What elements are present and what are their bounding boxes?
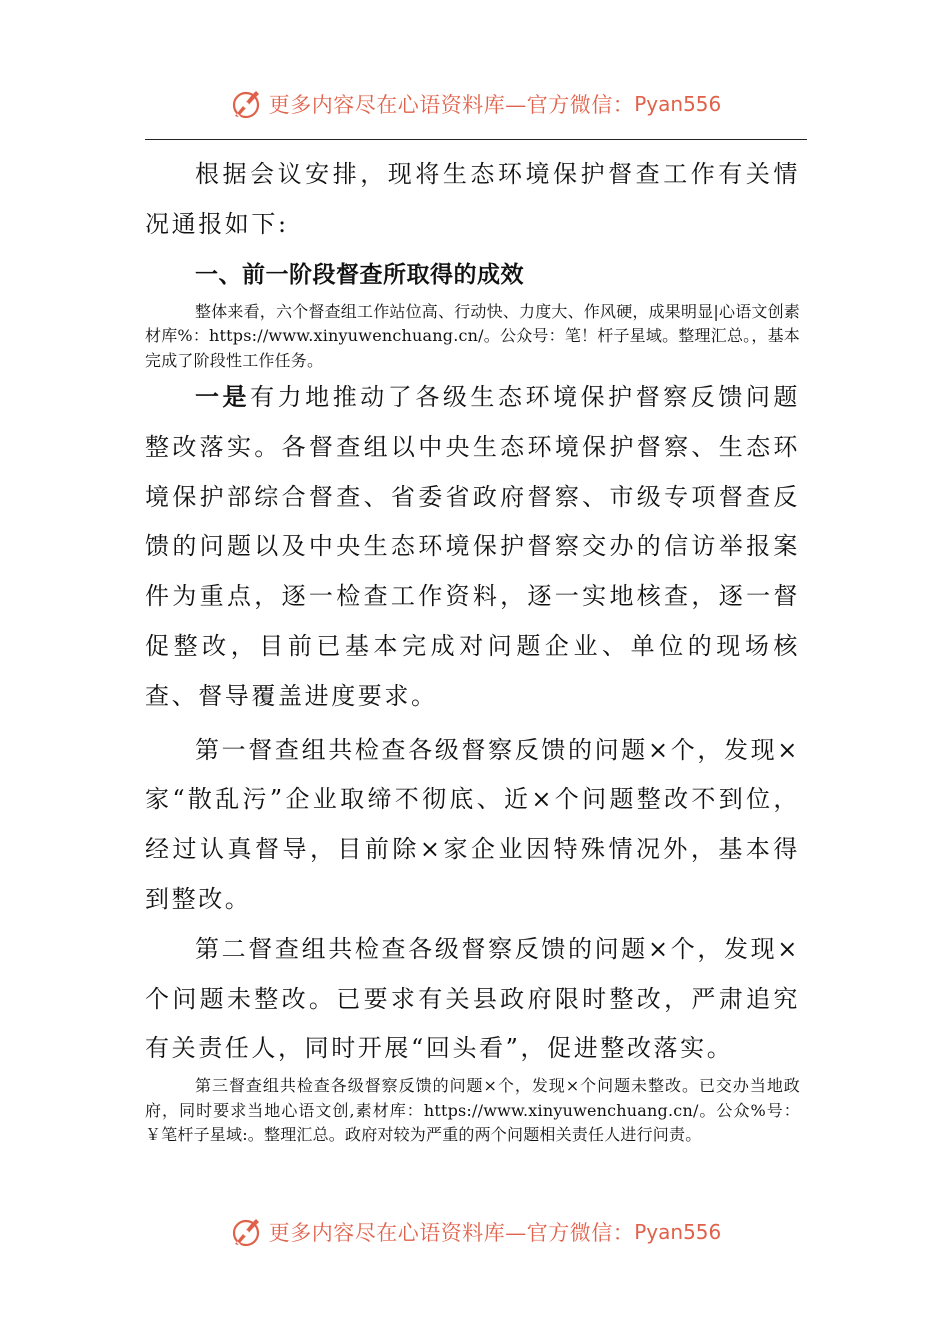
pen-logo-icon [229,1214,265,1250]
point-one-paragraph [145,373,800,722]
point-one-lead: 一是 [195,383,251,412]
point-one-text: 有力地推动了各级生态环境保护督察反馈问题整改落实。各督查组以中央生态环境保护督察、生态环境保护部综合督查、省委省政府督察、市级专项督查反馈的问题以及中央生态环境保护督察交办的信访举报案件为重点，逐一检查工作资料，逐一实地核查，逐一督促整改，目前已基本完成对问题企业、单位的现场核查、督导覆盖进度要求。 [145,383,801,710]
group-one-paragraph: 第一督查组共检查各级督察反馈的问题×个，发现×家“散乱污”企业取缔不彻底、近×个问题整改不到位，经过认真督导，目前除×家企业因特殊情况外，基本得到整改。 [145,735,800,914]
group-three-paragraph: 第三督查组共检查各级督察反馈的问题×个，发现×个问题未整改。已交办当地政府，同时要求当地心语文创,素材库：https://www.xinyuwenchuang.cn/。公众%号：￥笔杆子星域:。整理汇总。政府对较为严重的两个问题相关责任人进行问责。 [145,1076,800,1145]
intro-paragraph: 根据会议安排，现将生态环境保护督查工作有关情况通报如下: [145,160,800,238]
footer-banner-text: 更多内容尽在心语资料库—官方微信： [268,1221,635,1245]
section-heading: 一、前一阶段督查所取得的成效 [195,261,524,288]
header-banner-text: 更多内容尽在心语资料库—官方微信： [268,93,635,117]
group-two-paragraph: 第二督查组共检查各级督察反馈的问题×个，发现×个问题未整改。已要求有关县政府限时整改，严肃追究有关责任人，同时开展“回头看”，促进整改落实。 [145,934,800,1063]
document-body [145,150,800,1148]
overview-paragraph: 整体来看，六个督查组工作站位高、行动快、力度大、作风硬，成果明显|心语文创素材库%：https://www.xinyuwenchuang.cn/。公众号：笔！杆子星域。整理汇总。，基本完成了阶段性工作任务。 [145,301,800,370]
footer-wechat-id: Pyan556 [634,1220,722,1244]
header-wechat-id: Pyan556 [634,92,722,116]
footer-banner [0,1210,950,1254]
header-divider [145,139,807,140]
header-banner [0,82,950,126]
pen-logo-icon [229,86,265,122]
